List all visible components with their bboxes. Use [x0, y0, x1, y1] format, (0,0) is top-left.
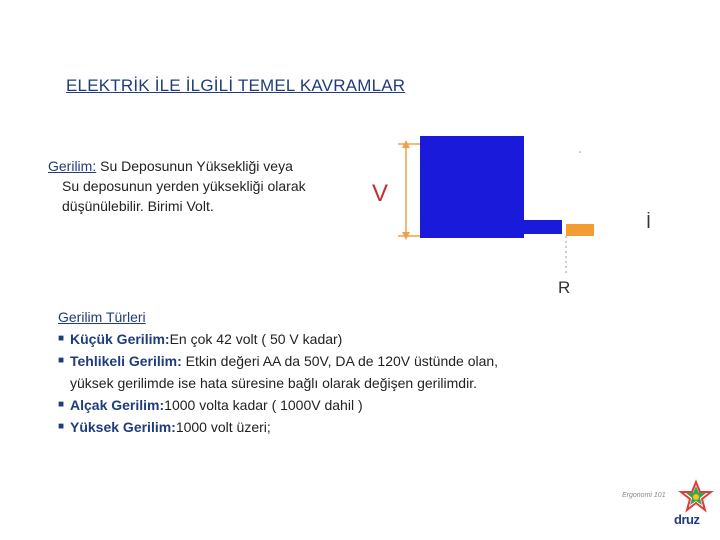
logo-text: druz — [674, 512, 700, 527]
voltage-definition-line1: Su Deposunun Yüksekliği veya — [100, 158, 293, 174]
list-item-key: Alçak Gerilim: — [70, 397, 165, 413]
list-item-text: 1000 volta kadar ( 1000V dahil ) — [164, 397, 363, 413]
list-item-text: En çok 42 volt ( 50 V kadar) — [169, 331, 343, 347]
list-item-text: 1000 volt üzeri; — [175, 419, 271, 435]
water-outlet-pipe — [524, 220, 562, 234]
list-item — [58, 328, 618, 350]
current-label: İ — [646, 212, 652, 232]
footer-caption: Ergonomi 101 — [622, 492, 666, 499]
voltage-definition — [48, 156, 368, 216]
voltage-types-section — [58, 306, 618, 438]
bullet-icon: ■ — [58, 399, 65, 410]
voltage-types-heading: Gerilim Türleri — [58, 309, 146, 325]
voltage-types-list — [58, 328, 618, 438]
list-item-key: Tehlikeli Gerilim: — [70, 353, 182, 369]
resistance-label: R — [558, 278, 571, 297]
list-item — [58, 416, 618, 438]
water-tank — [420, 136, 524, 238]
list-item — [58, 394, 618, 416]
list-item-key: Küçük Gerilim: — [70, 331, 170, 347]
bullet-icon: ■ — [58, 355, 65, 366]
voltage-definition-rest: Su deposunun yerden yüksekliği olarak düşünülebilir. Birimi Volt. — [62, 178, 306, 214]
water-tank-illustration — [394, 130, 594, 294]
voltage-label: V — [372, 180, 389, 207]
list-item-text: Etkin değeri AA da 50V, DA de 120V üstünde olan, — [181, 353, 499, 369]
list-item-key: Yüksek Gerilim: — [70, 419, 176, 435]
voltage-term: Gerilim: — [48, 158, 97, 174]
dot-marker — [579, 151, 581, 153]
bullet-icon: ■ — [58, 421, 65, 432]
list-item — [58, 350, 618, 394]
bullet-icon: ■ — [58, 333, 65, 344]
list-item-extra: yüksek gerilimde ise hata süresine bağlı olarak değişen gerilimdir. — [70, 375, 477, 391]
page-title: ELEKTRİK İLE İLGİLİ TEMEL KAVRAMLAR — [66, 76, 406, 95]
